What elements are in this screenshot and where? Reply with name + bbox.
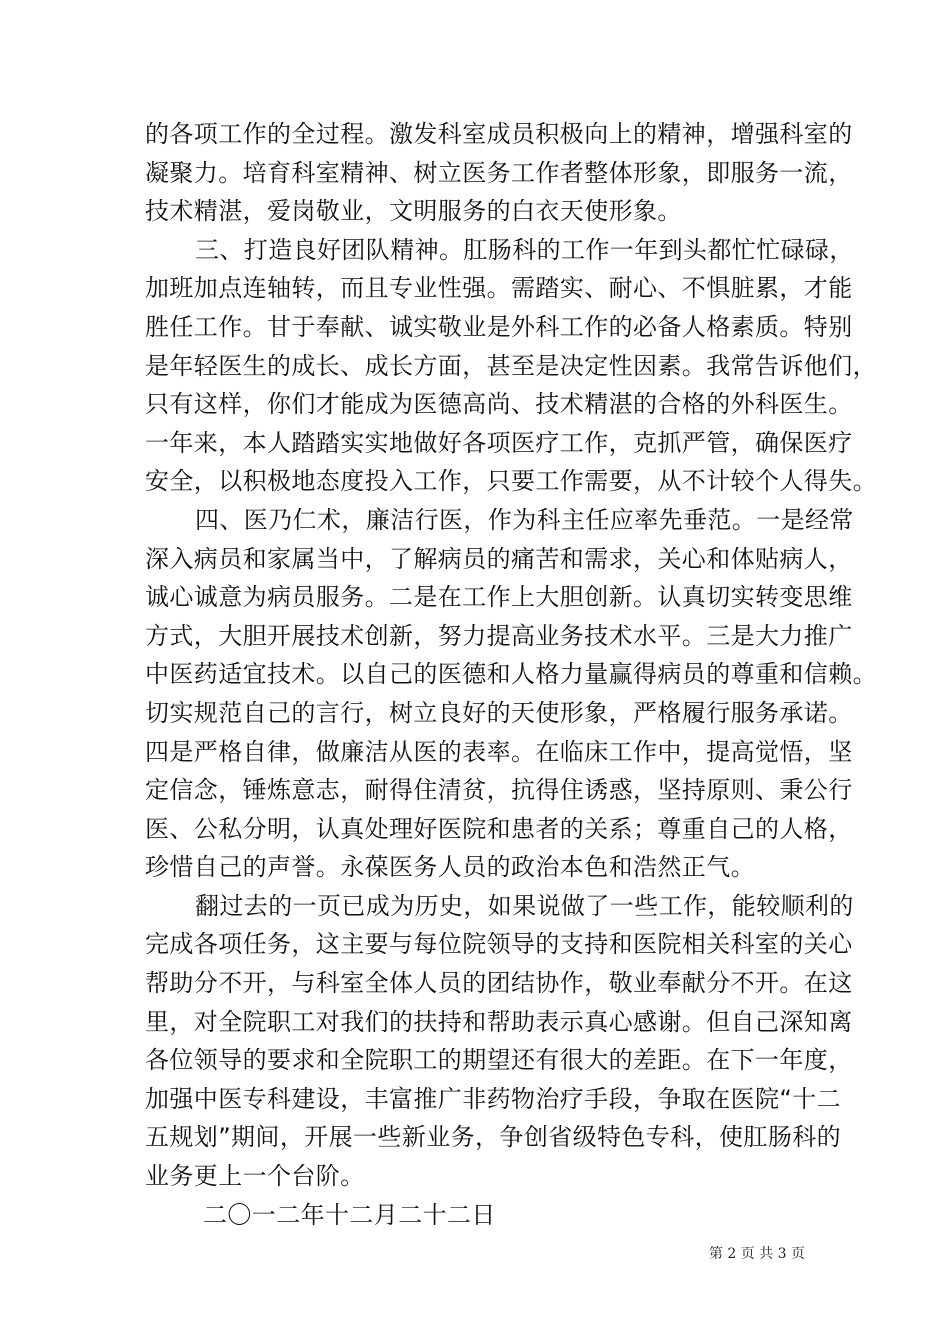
text-line: 胜任工作。甘于奉献、诚实敬业是外科工作的必备人格素质。特别 xyxy=(145,312,853,341)
text-line: 是年轻医生的成长、成长方面，甚至是决定性因素。我常告诉他们， xyxy=(145,351,877,380)
text-line: 加强中医专科建设，丰富推广非药物治疗手段，争取在医院“十二 xyxy=(145,1084,842,1113)
text-line: 中医药适宜技术。以自己的医德和人格力量赢得病员的尊重和信赖。 xyxy=(145,660,877,689)
text-line: 医、公私分明，认真处理好医院和患者的关系；尊重自己的人格， xyxy=(145,814,853,843)
text-line: 定信念，锤炼意志，耐得住清贫，抗得住诱惑，坚持原则、秉公行 xyxy=(145,776,853,805)
text-line: 深入病员和家属当中，了解病员的痛苦和需求，关心和体贴病人， xyxy=(145,544,853,573)
text-line: 业务更上一个台阶。 xyxy=(145,1162,365,1191)
text-line: 安全，以积极地态度投入工作，只要工作需要，从不计较个人得失。 xyxy=(145,467,877,496)
text-line: 加班加点连轴转，而且专业性强。需踏实、耐心、不惧脏累，才能 xyxy=(145,274,853,303)
text-line: 完成各项任务，这主要与每位院领导的支持和医院相关科室的关心 xyxy=(145,930,853,959)
document-date: 二〇一二年十二月二十二日 xyxy=(203,1200,496,1229)
text-line: 五规划”期间，开展一些新业务，争创省级特色专科，使肛肠科的 xyxy=(145,1123,842,1152)
text-line: 只有这样，你们才能成为医德高尚、技术精湛的合格的外科医生。 xyxy=(145,390,853,419)
text-line: 珍惜自己的声誉。永葆医务人员的政治本色和浩然正气。 xyxy=(145,853,755,882)
paragraph-start-line: 三、打造良好团队精神。肛肠科的工作一年到头都忙忙碌碌， xyxy=(195,235,854,264)
text-line: 各位领导的要求和全院职工的期望还有很大的差距。在下一年度， xyxy=(145,1046,853,1075)
paragraph-start-line: 翻过去的一页已成为历史，如果说做了一些工作，能较顺利的 xyxy=(195,891,854,920)
text-line: 技术精湛，爱岗敬业，文明服务的白衣天使形象。 xyxy=(145,197,682,226)
text-line: 切实规范自己的言行，树立良好的天使形象，严格履行服务承诺。 xyxy=(145,698,853,727)
text-line: 方式，大胆开展技术创新，努力提高业务技术水平。三是大力推广 xyxy=(145,621,853,650)
paragraph-start-line: 四、医乃仁术，廉洁行医，作为科主任应率先垂范。一是经常 xyxy=(195,505,854,534)
text-line: 四是严格自律，做廉洁从医的表率。在临床工作中，提高觉悟，坚 xyxy=(145,737,853,766)
text-line: 帮助分不开，与科室全体人员的团结协作，敬业奉献分不开。在这 xyxy=(145,969,853,998)
document-body xyxy=(145,115,877,1234)
text-line: 一年来，本人踏踏实实地做好各项医疗工作，克抓严管，确保医疗 xyxy=(145,428,853,457)
text-line: 的各项工作的全过程。激发科室成员积极向上的精神，增强科室的 xyxy=(145,120,853,148)
page-number-footer: 第 2 页 共 3 页 xyxy=(708,1246,805,1262)
text-line: 诚心诚意为病员服务。二是在工作上大胆创新。认真切实转变思维 xyxy=(145,583,853,612)
text-line: 里，对全院职工对我们的扶持和帮助表示真心感谢。但自己深知离 xyxy=(145,1007,853,1036)
text-line: 凝聚力。培育科室精神、树立医务工作者整体形象，即服务一流， xyxy=(145,158,853,187)
